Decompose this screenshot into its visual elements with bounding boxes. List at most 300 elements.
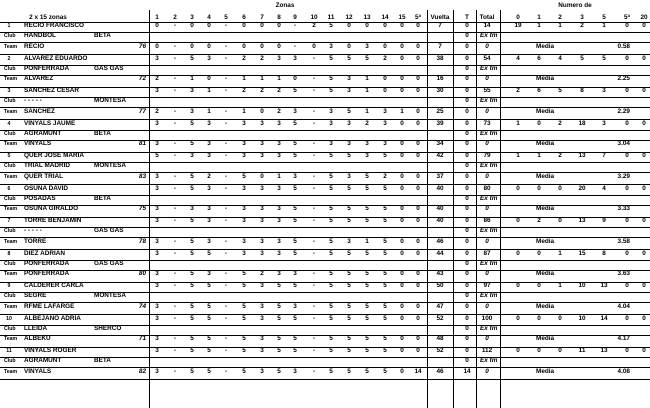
rider-moto: BETA bbox=[94, 357, 111, 365]
rider-position: 2 bbox=[7, 55, 11, 62]
rider-moto: GAS GAS bbox=[94, 259, 124, 267]
lap2-score: 5 bbox=[347, 367, 351, 375]
lap1-score: 5 bbox=[329, 54, 333, 62]
score-count: 0 bbox=[642, 347, 646, 354]
club-label: Club bbox=[4, 130, 16, 137]
score-count: 0 bbox=[516, 249, 520, 257]
rider-club: - - - - - bbox=[24, 97, 42, 105]
lap2-score: - bbox=[312, 107, 316, 115]
lap2-score: - bbox=[224, 107, 228, 115]
score-count: 10 bbox=[578, 314, 586, 322]
rider-moto: MONTESA bbox=[94, 292, 126, 300]
row-separator bbox=[0, 335, 650, 336]
score-count: 1 bbox=[516, 119, 520, 127]
lap1-score: 0 bbox=[400, 347, 404, 354]
score-count: 0 bbox=[537, 249, 541, 257]
lap1-score: - bbox=[312, 119, 316, 127]
media-label: Media bbox=[536, 302, 555, 310]
score-count: 10 bbox=[578, 282, 586, 289]
lap1-score: 2 bbox=[242, 54, 246, 62]
lap2-score: 5 bbox=[383, 335, 387, 343]
zone-number-header: 14 bbox=[381, 14, 389, 21]
rider-moto: MONTESA bbox=[94, 97, 126, 105]
lap1-fifth: 0 bbox=[416, 217, 420, 224]
lap1-score: 3 bbox=[242, 119, 246, 127]
lap1-vuelta: 42 bbox=[436, 152, 444, 159]
lap2-score: 3 bbox=[242, 205, 246, 213]
score-count: 0 bbox=[516, 347, 520, 354]
lap2-score: 5 bbox=[329, 237, 333, 245]
zones-left-border bbox=[149, 10, 150, 408]
media-value: 2.25 bbox=[617, 75, 630, 83]
lap2-total-zero: 0 bbox=[485, 237, 489, 245]
block-separator bbox=[0, 379, 650, 380]
lap1-score: 5 bbox=[277, 282, 281, 289]
lap1-score: 5 bbox=[242, 347, 246, 354]
ex-t-value: 0 bbox=[465, 194, 469, 202]
numero-column-header: 0 bbox=[516, 14, 520, 21]
rider-club: HANDBOL bbox=[24, 32, 56, 40]
rider-club: POSADAS bbox=[24, 194, 56, 202]
lap1-score: - bbox=[224, 314, 228, 322]
lap2-score: 5 bbox=[190, 172, 194, 180]
lap2-score: 5 bbox=[347, 270, 351, 278]
zone-number-header: 8 bbox=[277, 14, 281, 21]
lap2-vuelta: 46 bbox=[436, 367, 444, 375]
lap1-score: 5 bbox=[190, 347, 194, 354]
lap2-score: 5 bbox=[329, 270, 333, 278]
score-count: 6 bbox=[537, 54, 541, 62]
numero-title: Numero de bbox=[558, 2, 592, 9]
lap1-fifth: 0 bbox=[416, 54, 420, 62]
lap2-score: - bbox=[173, 107, 177, 115]
lap1-score: 5 bbox=[293, 184, 297, 192]
lap2-t: 0 bbox=[465, 335, 469, 343]
lap2-score: 3 bbox=[260, 205, 264, 213]
lap2-score: - bbox=[173, 205, 177, 213]
score-count: 0 bbox=[642, 87, 646, 94]
lap2-score: 5 bbox=[207, 302, 211, 310]
lap2-fifth: 0 bbox=[416, 107, 420, 115]
lap2-fifth: 0 bbox=[416, 237, 420, 245]
vuelta-right-border bbox=[453, 10, 454, 408]
zonas-title: Zonas bbox=[275, 2, 295, 9]
media-label: Media bbox=[536, 335, 555, 343]
media-value: 3.29 bbox=[617, 172, 630, 180]
lap2-score: 3 bbox=[277, 237, 281, 245]
lap2-score: 3 bbox=[347, 172, 351, 180]
score-count: 0 bbox=[516, 184, 520, 192]
lap2-score: 2 bbox=[260, 270, 264, 278]
lap1-vuelta: 52 bbox=[436, 347, 444, 354]
score-count: 0 bbox=[625, 217, 629, 224]
team-label: Team bbox=[4, 271, 18, 278]
zone-number-header: 1 bbox=[155, 14, 159, 21]
score-count: 0 bbox=[625, 87, 629, 94]
score-count: 11 bbox=[578, 347, 586, 354]
lap2-score: 0 bbox=[293, 75, 297, 83]
lap1-score: - bbox=[224, 87, 228, 94]
media-value: 4.17 bbox=[617, 335, 630, 343]
score-count: 0 bbox=[642, 282, 646, 289]
lap1-score: - bbox=[173, 314, 177, 322]
lap1-score: 5 bbox=[329, 314, 333, 322]
lap2-score: 1 bbox=[277, 75, 281, 83]
lap2-vuelta: 25 bbox=[436, 107, 444, 115]
score-count: 3 bbox=[602, 87, 606, 94]
lap1-score: 5 bbox=[383, 347, 387, 354]
lap2-score: 5 bbox=[293, 335, 297, 343]
row-separator bbox=[0, 130, 650, 131]
lap2-score: 5 bbox=[365, 205, 369, 213]
lap1-score: 5 bbox=[365, 184, 369, 192]
rider-name: VINYALS JAUME bbox=[24, 119, 76, 127]
rider-moto: GAS GAS bbox=[94, 64, 124, 72]
lap1-score: 3 bbox=[260, 314, 264, 322]
lap2-fifth: 0 bbox=[416, 205, 420, 213]
lap2-score: 5 bbox=[242, 270, 246, 278]
lap1-score: 0 bbox=[400, 249, 404, 257]
lap1-score: - bbox=[224, 282, 228, 289]
ex-t-value: 0 bbox=[465, 357, 469, 365]
zone-number-header: 13 bbox=[363, 14, 371, 21]
lap2-score: 5 bbox=[242, 172, 246, 180]
lap2-score: 0 bbox=[400, 237, 404, 245]
score-count: 8 bbox=[602, 249, 606, 257]
score-count: 0 bbox=[516, 314, 520, 322]
row-separator bbox=[0, 107, 650, 108]
total-right-border bbox=[500, 10, 501, 408]
rider-name: VINYALS ROGER bbox=[24, 347, 77, 354]
lap2-fifth: 0 bbox=[416, 140, 420, 148]
score-count: 5 bbox=[558, 87, 562, 94]
rider-name: RECIO FRANCISCO bbox=[24, 22, 85, 29]
lap1-score: 5 bbox=[329, 282, 333, 289]
total-score: 54 bbox=[483, 54, 491, 62]
row-separator bbox=[0, 65, 650, 66]
total-score: 73 bbox=[483, 119, 491, 127]
lap1-score: 3 bbox=[277, 184, 281, 192]
lap2-total-zero: 0 bbox=[485, 270, 489, 278]
score-count: 0 bbox=[537, 184, 541, 192]
lap1-score: 5 bbox=[347, 217, 351, 224]
score-count: 0 bbox=[642, 152, 646, 159]
club-label: Club bbox=[4, 325, 16, 332]
lap1-score: 5 bbox=[329, 347, 333, 354]
lap1-score: 1 bbox=[365, 87, 369, 94]
lap1-score: 5 bbox=[190, 249, 194, 257]
rider-position: 6 bbox=[7, 185, 11, 192]
lap1-vuelta: 52 bbox=[436, 314, 444, 322]
block-separator bbox=[0, 282, 650, 283]
lap1-score: 2 bbox=[383, 54, 387, 62]
rider-moto: SHERCO bbox=[94, 324, 122, 332]
team-label: Team bbox=[4, 43, 18, 50]
lap2-total-zero: 0 bbox=[485, 107, 489, 115]
lap1-score: 5 bbox=[383, 282, 387, 289]
rider-team: ALVAREZ bbox=[24, 75, 54, 83]
row-separator bbox=[0, 32, 650, 33]
lap1-score: 5 bbox=[207, 314, 211, 322]
zone-number-header: 3 bbox=[190, 14, 194, 21]
score-count: 13 bbox=[578, 217, 586, 224]
ex-t-value: 0 bbox=[465, 32, 469, 40]
row-separator bbox=[0, 260, 650, 261]
rider-team: SANCHEZ bbox=[24, 107, 55, 115]
lap1-score: - bbox=[312, 249, 316, 257]
lap1-t: 0 bbox=[465, 54, 469, 62]
row-separator bbox=[0, 237, 650, 238]
lap1-score: 5 bbox=[242, 282, 246, 289]
score-count: 13 bbox=[600, 347, 608, 354]
lap1-score: 5 bbox=[329, 217, 333, 224]
lap1-score: 5 bbox=[190, 119, 194, 127]
row-separator bbox=[0, 270, 650, 271]
total-score: 86 bbox=[483, 217, 491, 224]
lap2-score: 3 bbox=[260, 367, 264, 375]
lap2-score: 3 bbox=[293, 302, 297, 310]
lap2-score: 1 bbox=[190, 75, 194, 83]
row-separator bbox=[0, 42, 650, 43]
lap1-score: 3 bbox=[293, 54, 297, 62]
block-separator bbox=[0, 184, 650, 185]
lap1-vuelta: 50 bbox=[436, 282, 444, 289]
lap1-score: 5 bbox=[207, 282, 211, 289]
lap2-total-zero: 0 bbox=[485, 335, 489, 343]
lap1-score: 0 bbox=[400, 87, 404, 94]
lap2-score: 3 bbox=[155, 237, 159, 245]
rider-position: 5 bbox=[7, 153, 11, 159]
lap1-score: 2 bbox=[260, 87, 264, 94]
lap1-score: - bbox=[312, 314, 316, 322]
lap2-score: 5 bbox=[190, 237, 194, 245]
media-value: 2.29 bbox=[617, 107, 630, 115]
lap2-score: 3 bbox=[207, 270, 211, 278]
score-count: 0 bbox=[537, 119, 541, 127]
block-separator bbox=[0, 217, 650, 218]
lap2-score: 3 bbox=[155, 140, 159, 148]
rider-moto: BETA bbox=[94, 194, 111, 202]
score-count: 0 bbox=[642, 217, 646, 224]
lap2-score: 5 bbox=[365, 367, 369, 375]
lap1-score: 3 bbox=[347, 87, 351, 94]
lap2-score: 5 bbox=[347, 302, 351, 310]
lap1-score: 5 bbox=[383, 184, 387, 192]
lap1-score: - bbox=[173, 87, 177, 94]
lap2-score: 0 bbox=[400, 75, 404, 83]
lap2-t: 0 bbox=[465, 205, 469, 213]
lap1-score: 3 bbox=[207, 184, 211, 192]
team-label: Team bbox=[4, 238, 18, 245]
row-separator bbox=[0, 195, 650, 196]
lap2-score: - bbox=[312, 367, 316, 375]
team-label: Team bbox=[4, 76, 18, 83]
lap1-score: - bbox=[224, 54, 228, 62]
score-count: 0 bbox=[558, 347, 562, 354]
lap1-fifth: 0 bbox=[416, 22, 420, 29]
ex-tm-label: Ex tm bbox=[480, 259, 498, 267]
lap2-score: 3 bbox=[293, 107, 297, 115]
lap1-score: 5 bbox=[329, 87, 333, 94]
group-label: 2 x 15 zonas bbox=[29, 14, 67, 21]
lap2-t: 0 bbox=[465, 172, 469, 180]
lap1-score: 5 bbox=[365, 217, 369, 224]
score-count: 19 bbox=[514, 22, 522, 29]
zone-number-header: 11 bbox=[327, 14, 335, 21]
score-count: 9 bbox=[602, 217, 606, 224]
lap2-fifth: 0 bbox=[416, 302, 420, 310]
lap1-score: 5 bbox=[365, 249, 369, 257]
score-count: 13 bbox=[600, 282, 608, 289]
ex-tm-label: Ex tm bbox=[480, 129, 498, 137]
rider-age: 83 bbox=[138, 172, 146, 180]
score-count: 0 bbox=[642, 119, 646, 127]
lap1-score: - bbox=[224, 217, 228, 224]
lap2-score: - bbox=[224, 335, 228, 343]
header-bottom-line bbox=[0, 22, 650, 23]
total-score: 112 bbox=[481, 347, 493, 354]
lap2-score: 3 bbox=[293, 367, 297, 375]
score-count: 0 bbox=[625, 119, 629, 127]
numero-column-header: 1 bbox=[537, 14, 541, 21]
lap2-score: 5 bbox=[383, 237, 387, 245]
score-count: 6 bbox=[537, 87, 541, 94]
lap1-score: 0 bbox=[400, 282, 404, 289]
lap2-score: 0 bbox=[400, 205, 404, 213]
lap1-score: 3 bbox=[155, 54, 159, 62]
lap2-score: 5 bbox=[293, 237, 297, 245]
lap2-score: 0 bbox=[190, 42, 194, 50]
row-separator bbox=[0, 325, 650, 326]
lap1-score: 3 bbox=[277, 217, 281, 224]
lap1-score: 3 bbox=[155, 119, 159, 127]
lap2-fifth: 0 bbox=[416, 172, 420, 180]
lap2-score: 3 bbox=[365, 140, 369, 148]
lap2-score: 3 bbox=[293, 270, 297, 278]
ex-tm-label: Ex tm bbox=[480, 32, 498, 40]
score-count: 0 bbox=[516, 217, 520, 224]
club-label: Club bbox=[4, 260, 16, 267]
lap2-score: 3 bbox=[260, 335, 264, 343]
block-separator bbox=[0, 87, 650, 88]
rider-team: VINYALS bbox=[24, 367, 52, 375]
lap1-score: 5 bbox=[190, 282, 194, 289]
lap2-total-zero: 0 bbox=[485, 205, 489, 213]
club-label: Club bbox=[4, 293, 16, 300]
rider-club: AGRAMUNT bbox=[24, 357, 62, 365]
score-count: 0 bbox=[558, 184, 562, 192]
row-separator bbox=[0, 302, 650, 303]
lap2-score: 0 bbox=[400, 367, 404, 375]
lap1-score: 3 bbox=[260, 152, 264, 159]
lap1-score: 0 bbox=[155, 22, 159, 29]
ex-tm-label: Ex tm bbox=[480, 292, 498, 300]
score-count: 0 bbox=[642, 54, 646, 62]
media-value: 0.58 bbox=[617, 42, 630, 50]
score-count: 18 bbox=[578, 119, 586, 127]
lap1-score: 3 bbox=[277, 54, 281, 62]
lap2-score: - bbox=[173, 270, 177, 278]
score-count: 0 bbox=[625, 282, 629, 289]
lap1-score: 3 bbox=[383, 119, 387, 127]
lap1-score: 5 bbox=[293, 119, 297, 127]
lap2-score: 1 bbox=[365, 75, 369, 83]
rider-moto: MONTESA bbox=[94, 162, 126, 170]
ex-t-value: 0 bbox=[465, 64, 469, 72]
club-label: Club bbox=[4, 65, 16, 72]
lap2-vuelta: 40 bbox=[436, 205, 444, 213]
rider-age: 72 bbox=[138, 75, 146, 83]
lap1-score: 5 bbox=[155, 152, 159, 159]
lap2-score: 5 bbox=[329, 335, 333, 343]
block-separator bbox=[0, 119, 650, 120]
lap1-score: - bbox=[224, 249, 228, 257]
lap1-score: 2 bbox=[312, 22, 316, 29]
score-count: 0 bbox=[625, 249, 629, 257]
lap2-score: 3 bbox=[155, 270, 159, 278]
lap2-score: 3 bbox=[329, 107, 333, 115]
lap2-fifth: 0 bbox=[416, 75, 420, 83]
club-label: Club bbox=[4, 98, 16, 105]
lap2-score: 1 bbox=[277, 172, 281, 180]
rider-age: 77 bbox=[138, 107, 146, 115]
lap2-score: 3 bbox=[207, 205, 211, 213]
rider-age: 78 bbox=[138, 237, 146, 245]
numero-column-header: 20 bbox=[640, 14, 648, 21]
rider-name: CALDERER CARLA bbox=[24, 282, 84, 289]
lap2-score: - bbox=[224, 270, 228, 278]
lap1-t: 0 bbox=[465, 314, 469, 322]
lap1-score: 2 bbox=[260, 54, 264, 62]
score-count: 2 bbox=[558, 152, 562, 159]
lap1-score: 0 bbox=[207, 22, 211, 29]
lap2-score: - bbox=[224, 140, 228, 148]
score-count: 0 bbox=[625, 152, 629, 159]
score-count: 4 bbox=[516, 54, 520, 62]
rider-name: ALBEJANO ADRIA bbox=[24, 314, 81, 322]
lap2-score: 5 bbox=[242, 335, 246, 343]
lap2-score: - bbox=[173, 140, 177, 148]
lap1-score: 5 bbox=[190, 184, 194, 192]
score-count: 15 bbox=[578, 249, 586, 257]
score-count: 5 bbox=[602, 54, 606, 62]
lap1-t: 0 bbox=[465, 152, 469, 159]
lap2-score: 5 bbox=[277, 367, 281, 375]
lap2-score: 3 bbox=[242, 237, 246, 245]
lap2-score: 5 bbox=[207, 335, 211, 343]
lap2-score: 3 bbox=[329, 140, 333, 148]
zone-number-header: 12 bbox=[345, 14, 353, 21]
lap1-score: 0 bbox=[383, 22, 387, 29]
lap2-score: 1 bbox=[365, 107, 369, 115]
score-count: 4 bbox=[602, 184, 606, 192]
ex-t-value: 0 bbox=[465, 129, 469, 137]
block-separator bbox=[0, 249, 650, 250]
lap1-score: - bbox=[312, 87, 316, 94]
lap2-score: 0 bbox=[260, 107, 264, 115]
lap1-score: 3 bbox=[260, 249, 264, 257]
lap1-score: - bbox=[312, 54, 316, 62]
lap2-score: - bbox=[173, 42, 177, 50]
zones-right-border bbox=[427, 10, 428, 408]
row-separator bbox=[0, 205, 650, 206]
lap1-score: 5 bbox=[383, 249, 387, 257]
lap1-score: 5 bbox=[347, 314, 351, 322]
lap1-score: 0 bbox=[347, 22, 351, 29]
row-separator bbox=[0, 140, 650, 141]
lap2-vuelta: 34 bbox=[436, 140, 444, 148]
rider-team: RECIO bbox=[24, 42, 45, 50]
